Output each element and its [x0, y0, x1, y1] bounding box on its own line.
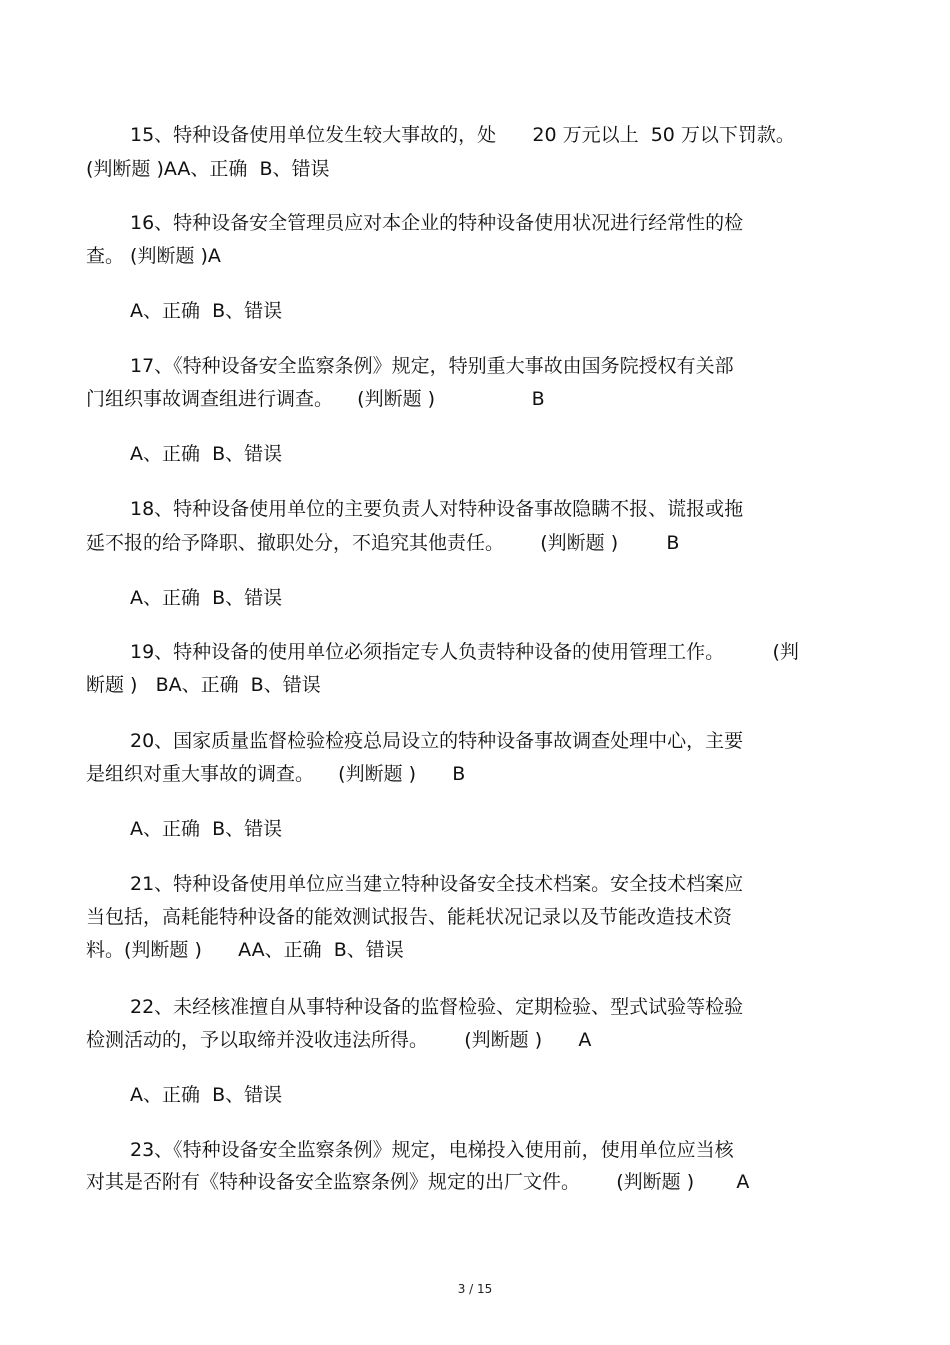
question-15-line-2: (判断题 )AA、正确 B、错误 [86, 158, 330, 180]
question-18-options: A、正确 B、错误 [130, 587, 283, 609]
question-20-line-1: 20、国家质量监督检验检疫总局设立的特种设备事故调查处理中心，主要 [130, 730, 744, 752]
question-16-line-2: 查。 (判断题 )A [86, 245, 221, 267]
question-17-options: A、正确 B、错误 [130, 443, 283, 465]
question-22-line-2: 检测活动的，予以取缔并没收违法所得。 (判断题 ) A [86, 1029, 592, 1051]
question-21-line-3: 料。(判断题 ) AA、正确 B、错误 [86, 939, 404, 961]
question-19-line-1: 19、特种设备的使用单位必须指定专人负责特种设备的使用管理工作。 (判 [130, 641, 799, 663]
question-19-line-2: 断题 ) BA、正确 B、错误 [86, 674, 321, 696]
question-23-line-1: 23、《特种设备安全监察条例》规定，电梯投入使用前，使用单位应当核 [130, 1139, 734, 1161]
question-18-line-2: 延不报的给予降职、撤职处分，不追究其他责任。 (判断题 ) B [86, 532, 680, 554]
page-number: 3 / 15 [457, 1282, 493, 1296]
question-18-line-1: 18、特种设备使用单位的主要负责人对特种设备事故隐瞒不报、谎报或拖 [130, 498, 744, 520]
question-21-line-2: 当包括，高耗能特种设备的能效测试报告、能耗状况记录以及节能改造技术资 [86, 906, 733, 928]
question-22-line-1: 22、未经核准擅自从事特种设备的监督检验、定期检验、型式试验等检验 [130, 996, 744, 1018]
question-17-line-1: 17、《特种设备安全监察条例》规定，特别重大事故由国务院授权有关部 [130, 355, 734, 377]
question-15-line-1: 15、特种设备使用单位发生较大事故的，处 20 万元以上 50 万以下罚款。 [130, 124, 795, 146]
question-20-options: A、正确 B、错误 [130, 818, 283, 840]
question-17-line-2: 门组织事故调查组进行调查。 (判断题 ) B [86, 388, 545, 410]
question-16-options: A、正确 B、错误 [130, 300, 283, 322]
question-23-line-2: 对其是否附有《特种设备安全监察条例》规定的出厂文件。 (判断题 ) A [86, 1171, 750, 1193]
question-22-options: A、正确 B、错误 [130, 1084, 283, 1106]
question-16-line-1: 16、特种设备安全管理员应对本企业的特种设备使用状况进行经常性的检 [130, 212, 744, 234]
question-21-line-1: 21、特种设备使用单位应当建立特种设备安全技术档案。安全技术档案应 [130, 873, 744, 895]
question-20-line-2: 是组织对重大事故的调查。 (判断题 ) B [86, 763, 466, 785]
